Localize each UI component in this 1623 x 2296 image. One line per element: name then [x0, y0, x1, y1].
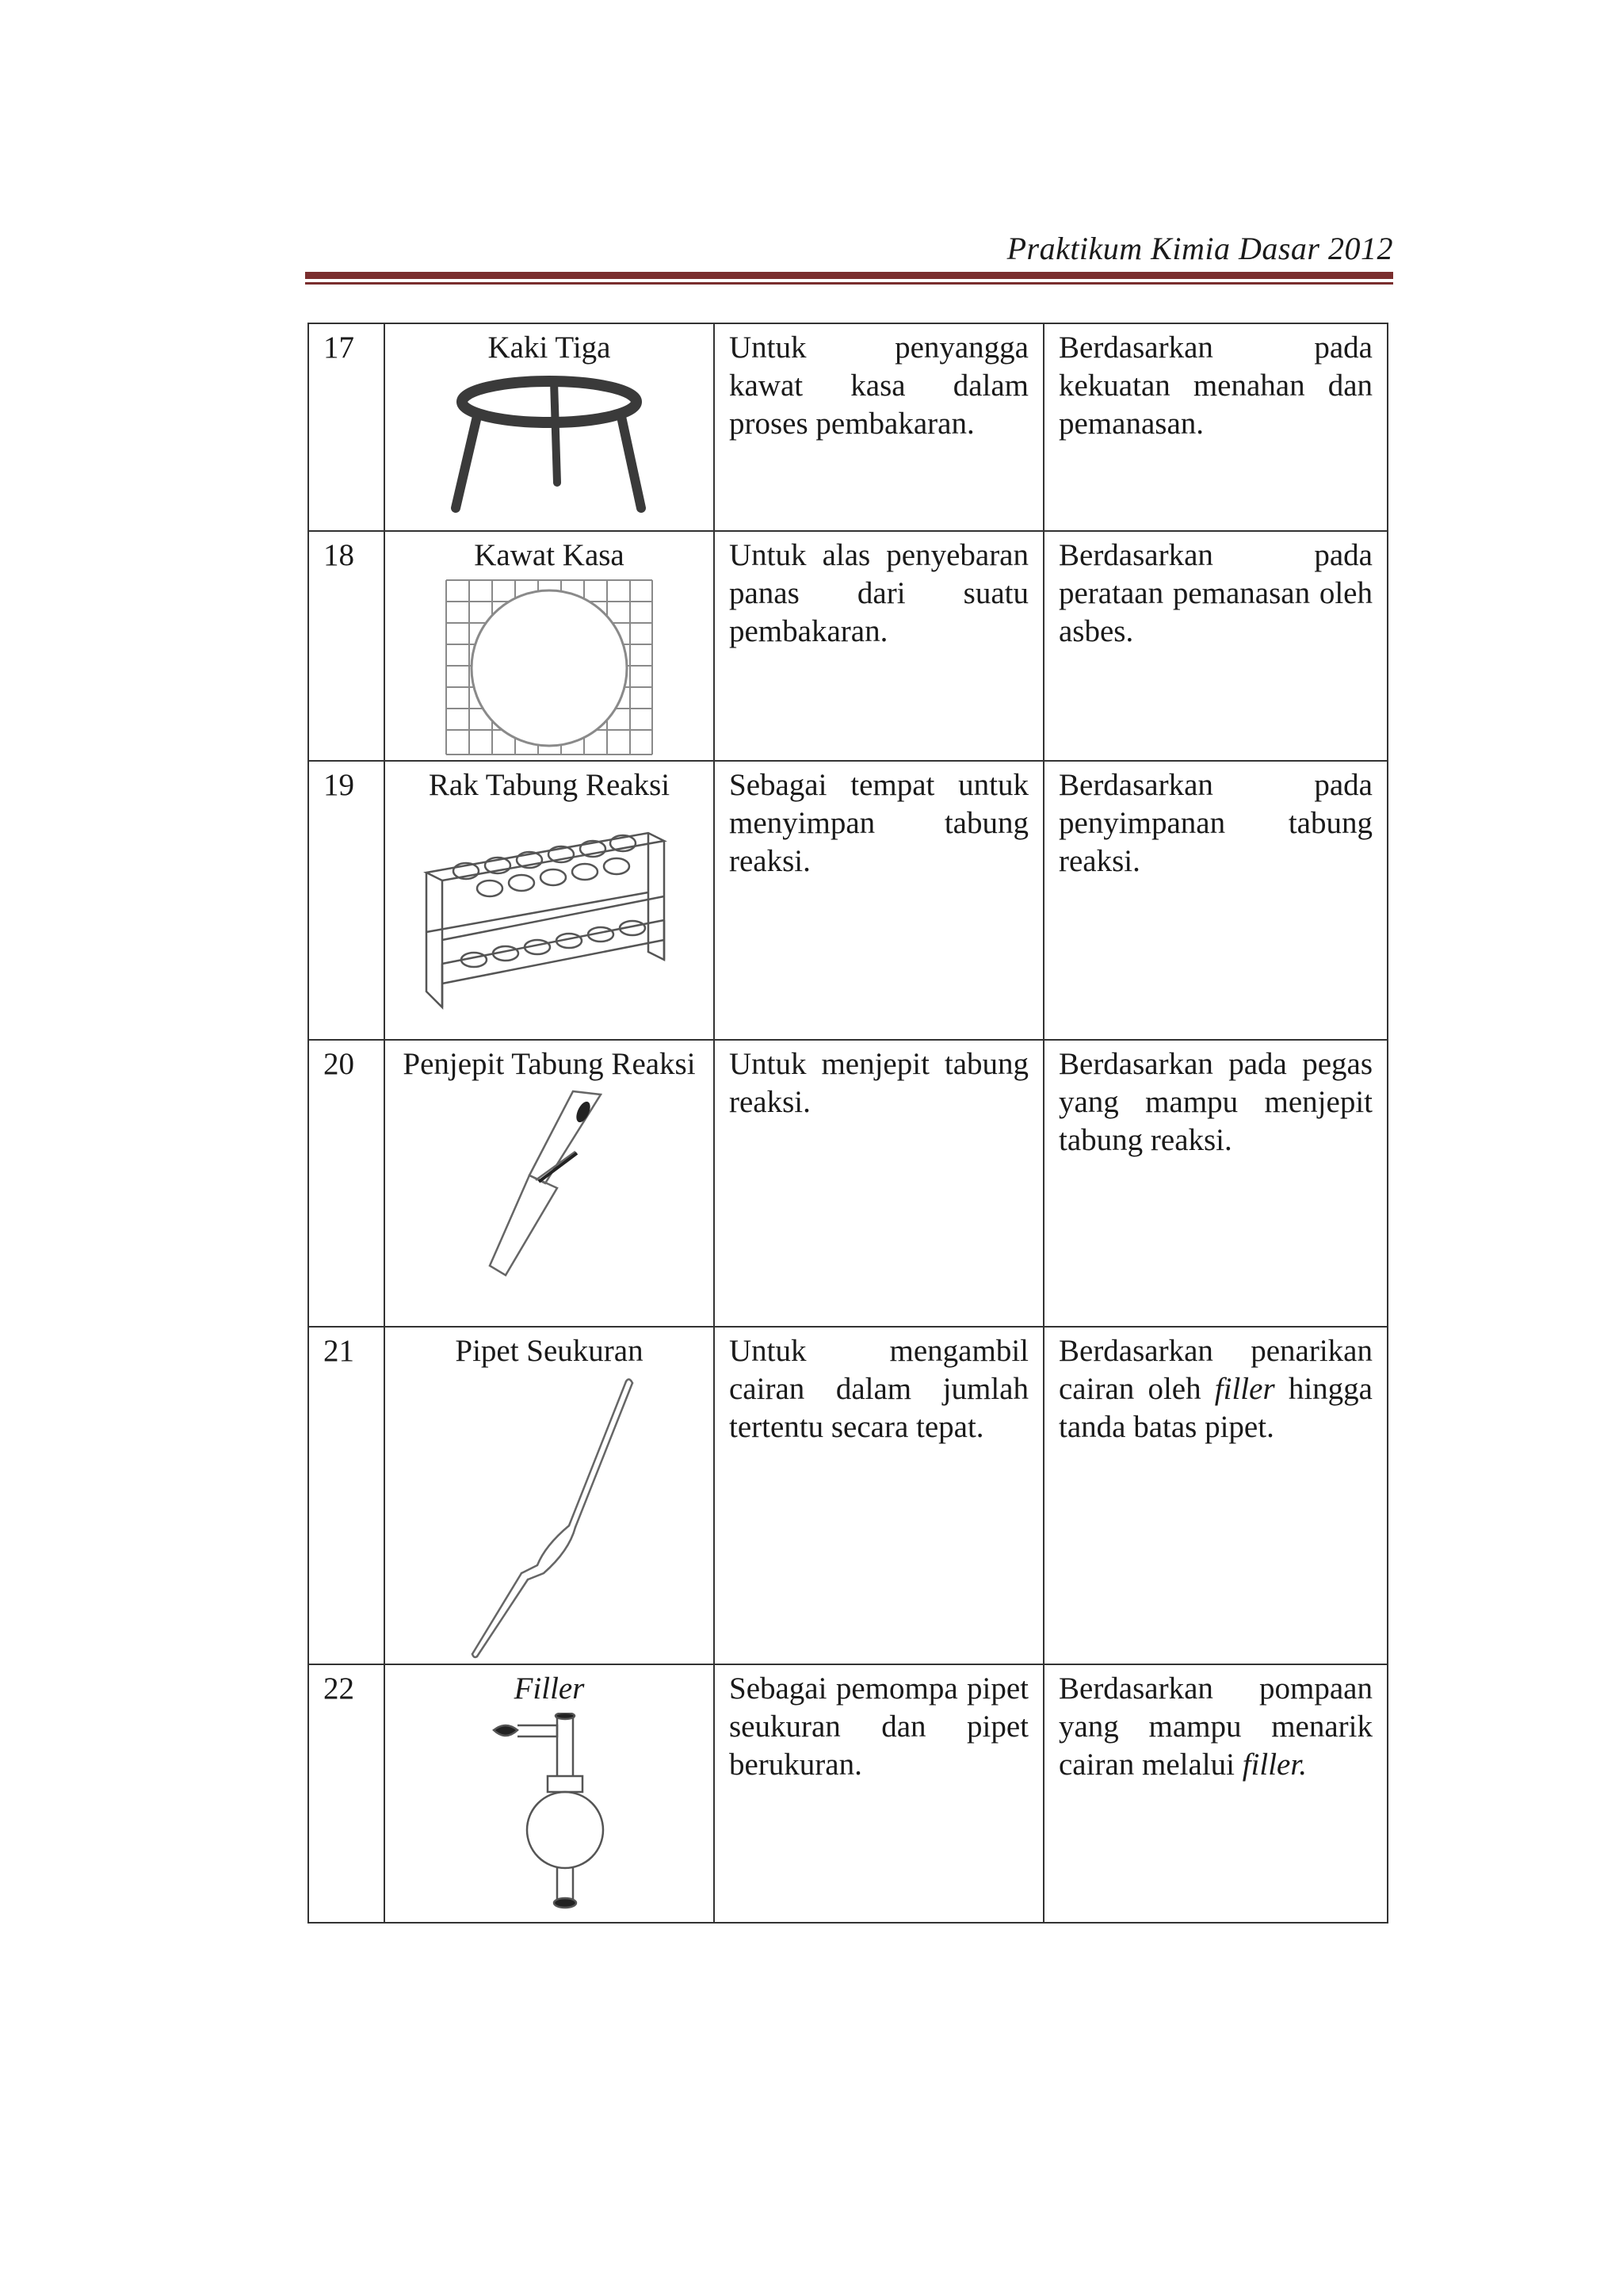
equipment-name: Filler	[514, 1671, 585, 1706]
tripod-icon	[446, 372, 652, 514]
principle-text	[1044, 323, 1388, 531]
table-row	[308, 761, 1388, 1040]
test-tube-rack-icon	[418, 809, 680, 1015]
row-number: 18	[308, 531, 384, 761]
principle-segment: Berdasarkan pompaan yang mampu menarik cairan melalui	[1059, 1671, 1373, 1782]
table-row	[308, 1040, 1388, 1327]
volumetric-pipette-icon	[450, 1375, 648, 1660]
principle-text	[1044, 1664, 1388, 1923]
principle-segment: hingga tanda batas pipet.	[1059, 1372, 1373, 1444]
table-row	[308, 1327, 1388, 1664]
header-rule-thick	[305, 272, 1393, 279]
principle-segment: Berdasarkan pada kekuatan menahan dan pemanasan.	[1059, 330, 1373, 441]
equipment-cell	[384, 531, 714, 761]
test-tube-clamp-icon	[482, 1088, 617, 1278]
principle-segment: Berdasarkan pada penyimpanan tabung reaksi.	[1059, 768, 1373, 878]
usage-text: Untuk penyangga kawat kasa dalam proses pembakaran.	[714, 323, 1044, 531]
equipment-cell	[384, 761, 714, 1040]
principle-segment: Berdasarkan pada pegas yang mampu menjepit tabung reaksi.	[1059, 1047, 1373, 1157]
equipment-name: Rak Tabung Reaksi	[428, 768, 670, 802]
wire-gauze-icon	[445, 579, 653, 755]
running-header: Praktikum Kimia Dasar 2012	[1006, 231, 1393, 266]
equipment-name: Kaki Tiga	[487, 330, 611, 365]
row-number: 21	[308, 1327, 384, 1664]
principle-segment: Berdasarkan penarikan cairan oleh	[1059, 1334, 1373, 1406]
row-number: 17	[308, 323, 384, 531]
principle-italic-term: filler	[1214, 1372, 1275, 1406]
usage-text: Sebagai tempat untuk menyimpan tabung reaksi.	[714, 761, 1044, 1040]
equipment-cell	[384, 1664, 714, 1923]
equipment-cell	[384, 1040, 714, 1327]
usage-text: Sebagai pemompa pipet seukuran dan pipet berukuran.	[714, 1664, 1044, 1923]
table-row	[308, 1664, 1388, 1923]
principle-text	[1044, 1327, 1388, 1664]
principle-italic-term: filler.	[1242, 1748, 1307, 1782]
equipment-cell	[384, 323, 714, 531]
principle-segment: Berdasarkan pada perataan pemanasan oleh asbes.	[1059, 538, 1373, 648]
equipment-name: Kawat Kasa	[474, 538, 624, 572]
usage-text: Untuk alas penyebaran panas dari suatu pembakaran.	[714, 531, 1044, 761]
pipette-filler-icon	[486, 1713, 613, 1911]
table-row	[308, 531, 1388, 761]
principle-text	[1044, 1040, 1388, 1327]
usage-text: Untuk mengambil cairan dalam jumlah tertentu secara tepat.	[714, 1327, 1044, 1664]
equipment-name: Pipet Seukuran	[455, 1334, 643, 1368]
equipment-name: Penjepit Tabung Reaksi	[403, 1047, 696, 1081]
equipment-table	[307, 323, 1388, 1924]
usage-text: Untuk menjepit tabung reaksi.	[714, 1040, 1044, 1327]
principle-text	[1044, 761, 1388, 1040]
principle-text	[1044, 531, 1388, 761]
row-number: 20	[308, 1040, 384, 1327]
header-rule-thin	[305, 282, 1393, 285]
table-row	[308, 323, 1388, 531]
row-number: 19	[308, 761, 384, 1040]
row-number: 22	[308, 1664, 384, 1923]
equipment-cell	[384, 1327, 714, 1664]
